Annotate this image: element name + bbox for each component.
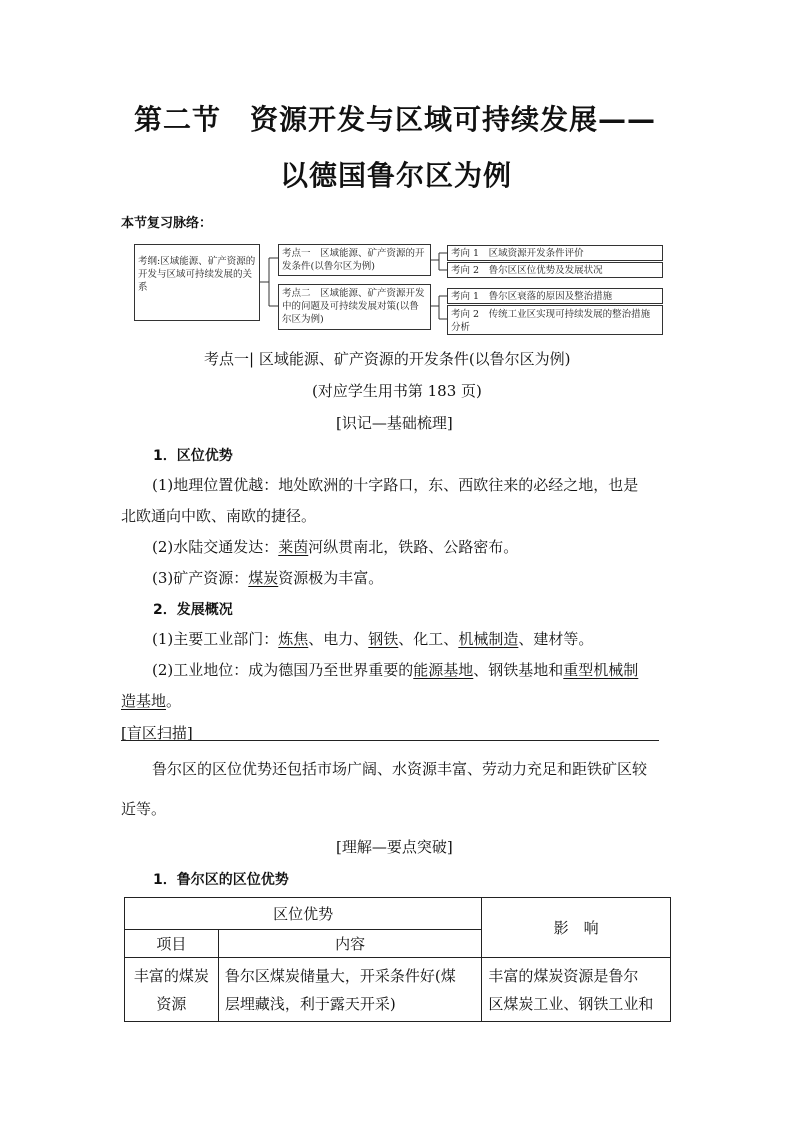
outline-direction-4-box: 考向 2 传统工业区实现可持续发展的整治措施分析: [447, 305, 663, 335]
blind-spot-text-1: 鲁尔区的区位优势还包括市场广阔、水资源丰富、劳动力充足和距铁矿区较: [152, 760, 648, 778]
answer-steel: 钢铁: [368, 630, 399, 648]
outline-root-box: 考纲:区域能源、矿产资源的开发与区域可持续发展的关系: [134, 244, 260, 321]
answer-coking: 炼焦: [278, 630, 309, 648]
heading-development: 2．发展概况: [153, 602, 233, 618]
review-outline-label: 本节复习脉络：: [121, 216, 213, 231]
section-heading: 考点一| 区域能源、矿产资源的开发条件(以鲁尔区为例): [204, 350, 571, 368]
outline-direction-2-box: 考向 2 鲁尔区区位优势及发展状况: [447, 262, 663, 278]
table-header-effect: 影 响: [482, 898, 671, 958]
diagram-connectors: [0, 0, 794, 330]
table-header-advantage: 区位优势: [125, 898, 482, 930]
table-header-item: 项目: [125, 930, 219, 958]
outline-point1-box: 考点一 区域能源、矿产资源的开发条件(以鲁尔区为例): [278, 244, 431, 276]
page-title-line2: 以德国鲁尔区为例: [280, 159, 513, 192]
table-cell-item: 丰富的煤炭资源: [125, 958, 219, 1022]
paragraph-geography-2: 北欧通向中欧、南欧的捷径。: [121, 507, 317, 525]
outline-direction-3-box: 考向 1 鲁尔区衰落的原因及整治措施: [447, 288, 663, 304]
table-header-content: 内容: [218, 930, 481, 958]
table-cell-content: 鲁尔区煤炭储量大，开采条件好(煤 层埋藏浅，利于露天开采): [218, 958, 481, 1022]
blind-spot-rule: [121, 740, 659, 741]
page-title-line1: 第二节 资源开发与区域可持续发展——: [134, 103, 657, 136]
blind-spot-text-2: 近等。: [121, 800, 167, 818]
paragraph-minerals: (3)矿产资源：煤炭资源极为丰富。: [152, 569, 384, 587]
answer-rhine: 莱茵: [278, 538, 309, 556]
paragraph-industries: (1)主要工业部门：炼焦、电力、钢铁、化工、机械制造、建材等。: [152, 630, 594, 648]
paragraph-transport: (2)水陆交通发达：莱茵河纵贯南北，铁路、公路密布。: [152, 538, 519, 556]
outline-direction-1-box: 考向 1 区域资源开发条件评价: [447, 245, 663, 261]
location-advantage-table: [124, 897, 671, 1022]
paragraph-status-2: 造基地。: [121, 692, 182, 710]
part1-label: [识记—基础梳理]: [336, 414, 453, 432]
answer-energy-base: 能源基地: [413, 661, 474, 679]
answer-heavy-machinery: 重型机械制: [563, 661, 639, 679]
answer-machinery: 机械制造: [458, 630, 519, 648]
answer-coal: 煤炭: [248, 569, 279, 587]
heading-ruhr-advantages: 1．鲁尔区的区位优势: [153, 872, 289, 888]
table-cell-effect: 丰富的煤炭资源是鲁尔 区煤炭工业、钢铁工业和: [482, 958, 671, 1022]
part2-label: [理解—要点突破]: [336, 838, 453, 856]
section-reference: (对应学生用书第 183 页): [312, 382, 482, 400]
paragraph-status-1: (2)工业地位：成为德国乃至世界重要的能源基地、钢铁基地和重型机械制: [152, 661, 639, 679]
heading-location-advantage: 1．区位优势: [153, 448, 233, 464]
outline-point2-box: 考点二 区域能源、矿产资源开发中的问题及可持续发展对策(以鲁尔区为例): [278, 284, 431, 330]
paragraph-geography-1: (1)地理位置优越：地处欧洲的十字路口，东、西欧往来的必经之地，也是: [152, 476, 639, 494]
blind-spot-label: [盲区扫描]: [121, 724, 193, 742]
